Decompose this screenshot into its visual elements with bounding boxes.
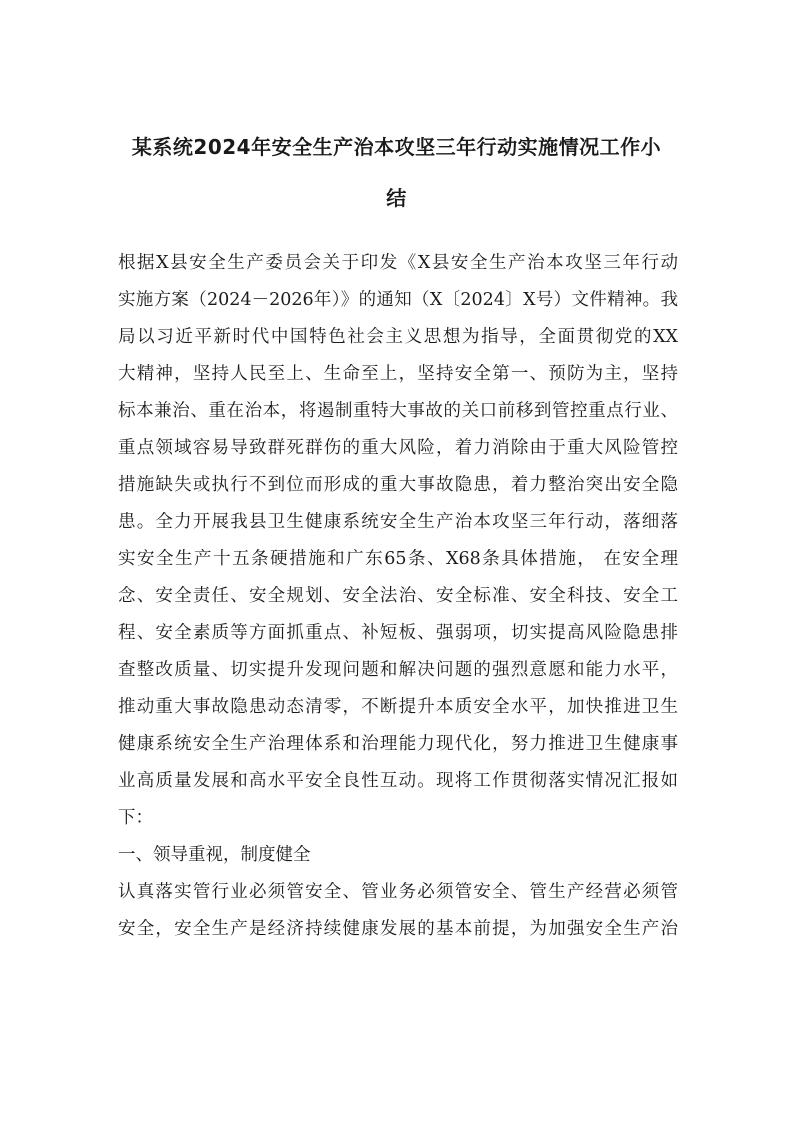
paragraph-line: 患。全力开展我县卫生健康系统安全生产治本攻坚三年行动，落细落 [118, 512, 678, 532]
document-title-line-2: 结 [386, 186, 407, 210]
paragraph-line: 实安全生产十五条硬措施和广东65条、X68条具体措施， 在安全理 [118, 549, 678, 569]
paragraph-line: 健康系统安全生产治理体系和治理能力现代化，努力推进卫生健康事 [118, 734, 678, 754]
paragraph-line: 推动重大事故隐患动态清零，不断提升本质安全水平，加快推进卫生 [118, 697, 678, 717]
paragraph-line: 下： [118, 808, 153, 828]
document-title-line-1: 某系统2024年安全生产治本攻坚三年行动实施情况工作小 [131, 135, 662, 159]
paragraph-line: 业高质量发展和高水平安全良性互动。现将工作贯彻落实情况汇报如 [118, 771, 678, 791]
paragraph-line: 大精神，坚持人民至上、生命至上，坚持安全第一、预防为主，坚持 [118, 364, 678, 384]
section-heading: 一、领导重视，制度健全 [118, 845, 311, 865]
paragraph-line: 程、安全素质等方面抓重点、补短板、强弱项，切实提高风险隐患排 [118, 623, 678, 643]
paragraph-line: 根据X县安全生产委员会关于印发《X县安全生产治本攻坚三年行动 [118, 253, 678, 273]
paragraph-line: 安全，安全生产是经济持续健康发展的基本前提，为加强安全生产治 [118, 919, 678, 939]
paragraph-line: 措施缺失或执行不到位而形成的重大事故隐患，着力整治突出安全隐 [118, 475, 678, 495]
paragraph-line: 标本兼治、重在治本，将遏制重特大事故的关口前移到管控重点行业、 [118, 401, 678, 421]
paragraph-line: 局以习近平新时代中国特色社会主义思想为指导，全面贯彻党的XX [118, 327, 678, 347]
paragraph-line: 实施方案（2024－2026年）》的通知（X〔2024〕X号）文件精神。我 [118, 290, 678, 310]
paragraph-line: 重点领域容易导致群死群伤的重大风险，着力消除由于重大风险管控 [118, 438, 678, 458]
paragraph-line: 查整改质量、切实提升发现问题和解决问题的强烈意愿和能力水平， [118, 660, 678, 680]
paragraph-line: 念、安全责任、安全规划、安全法治、安全标准、安全科技、安全工 [118, 586, 678, 606]
paragraph-line: 认真落实管行业必须管安全、管业务必须管安全、管生产经营必须管 [118, 882, 678, 902]
